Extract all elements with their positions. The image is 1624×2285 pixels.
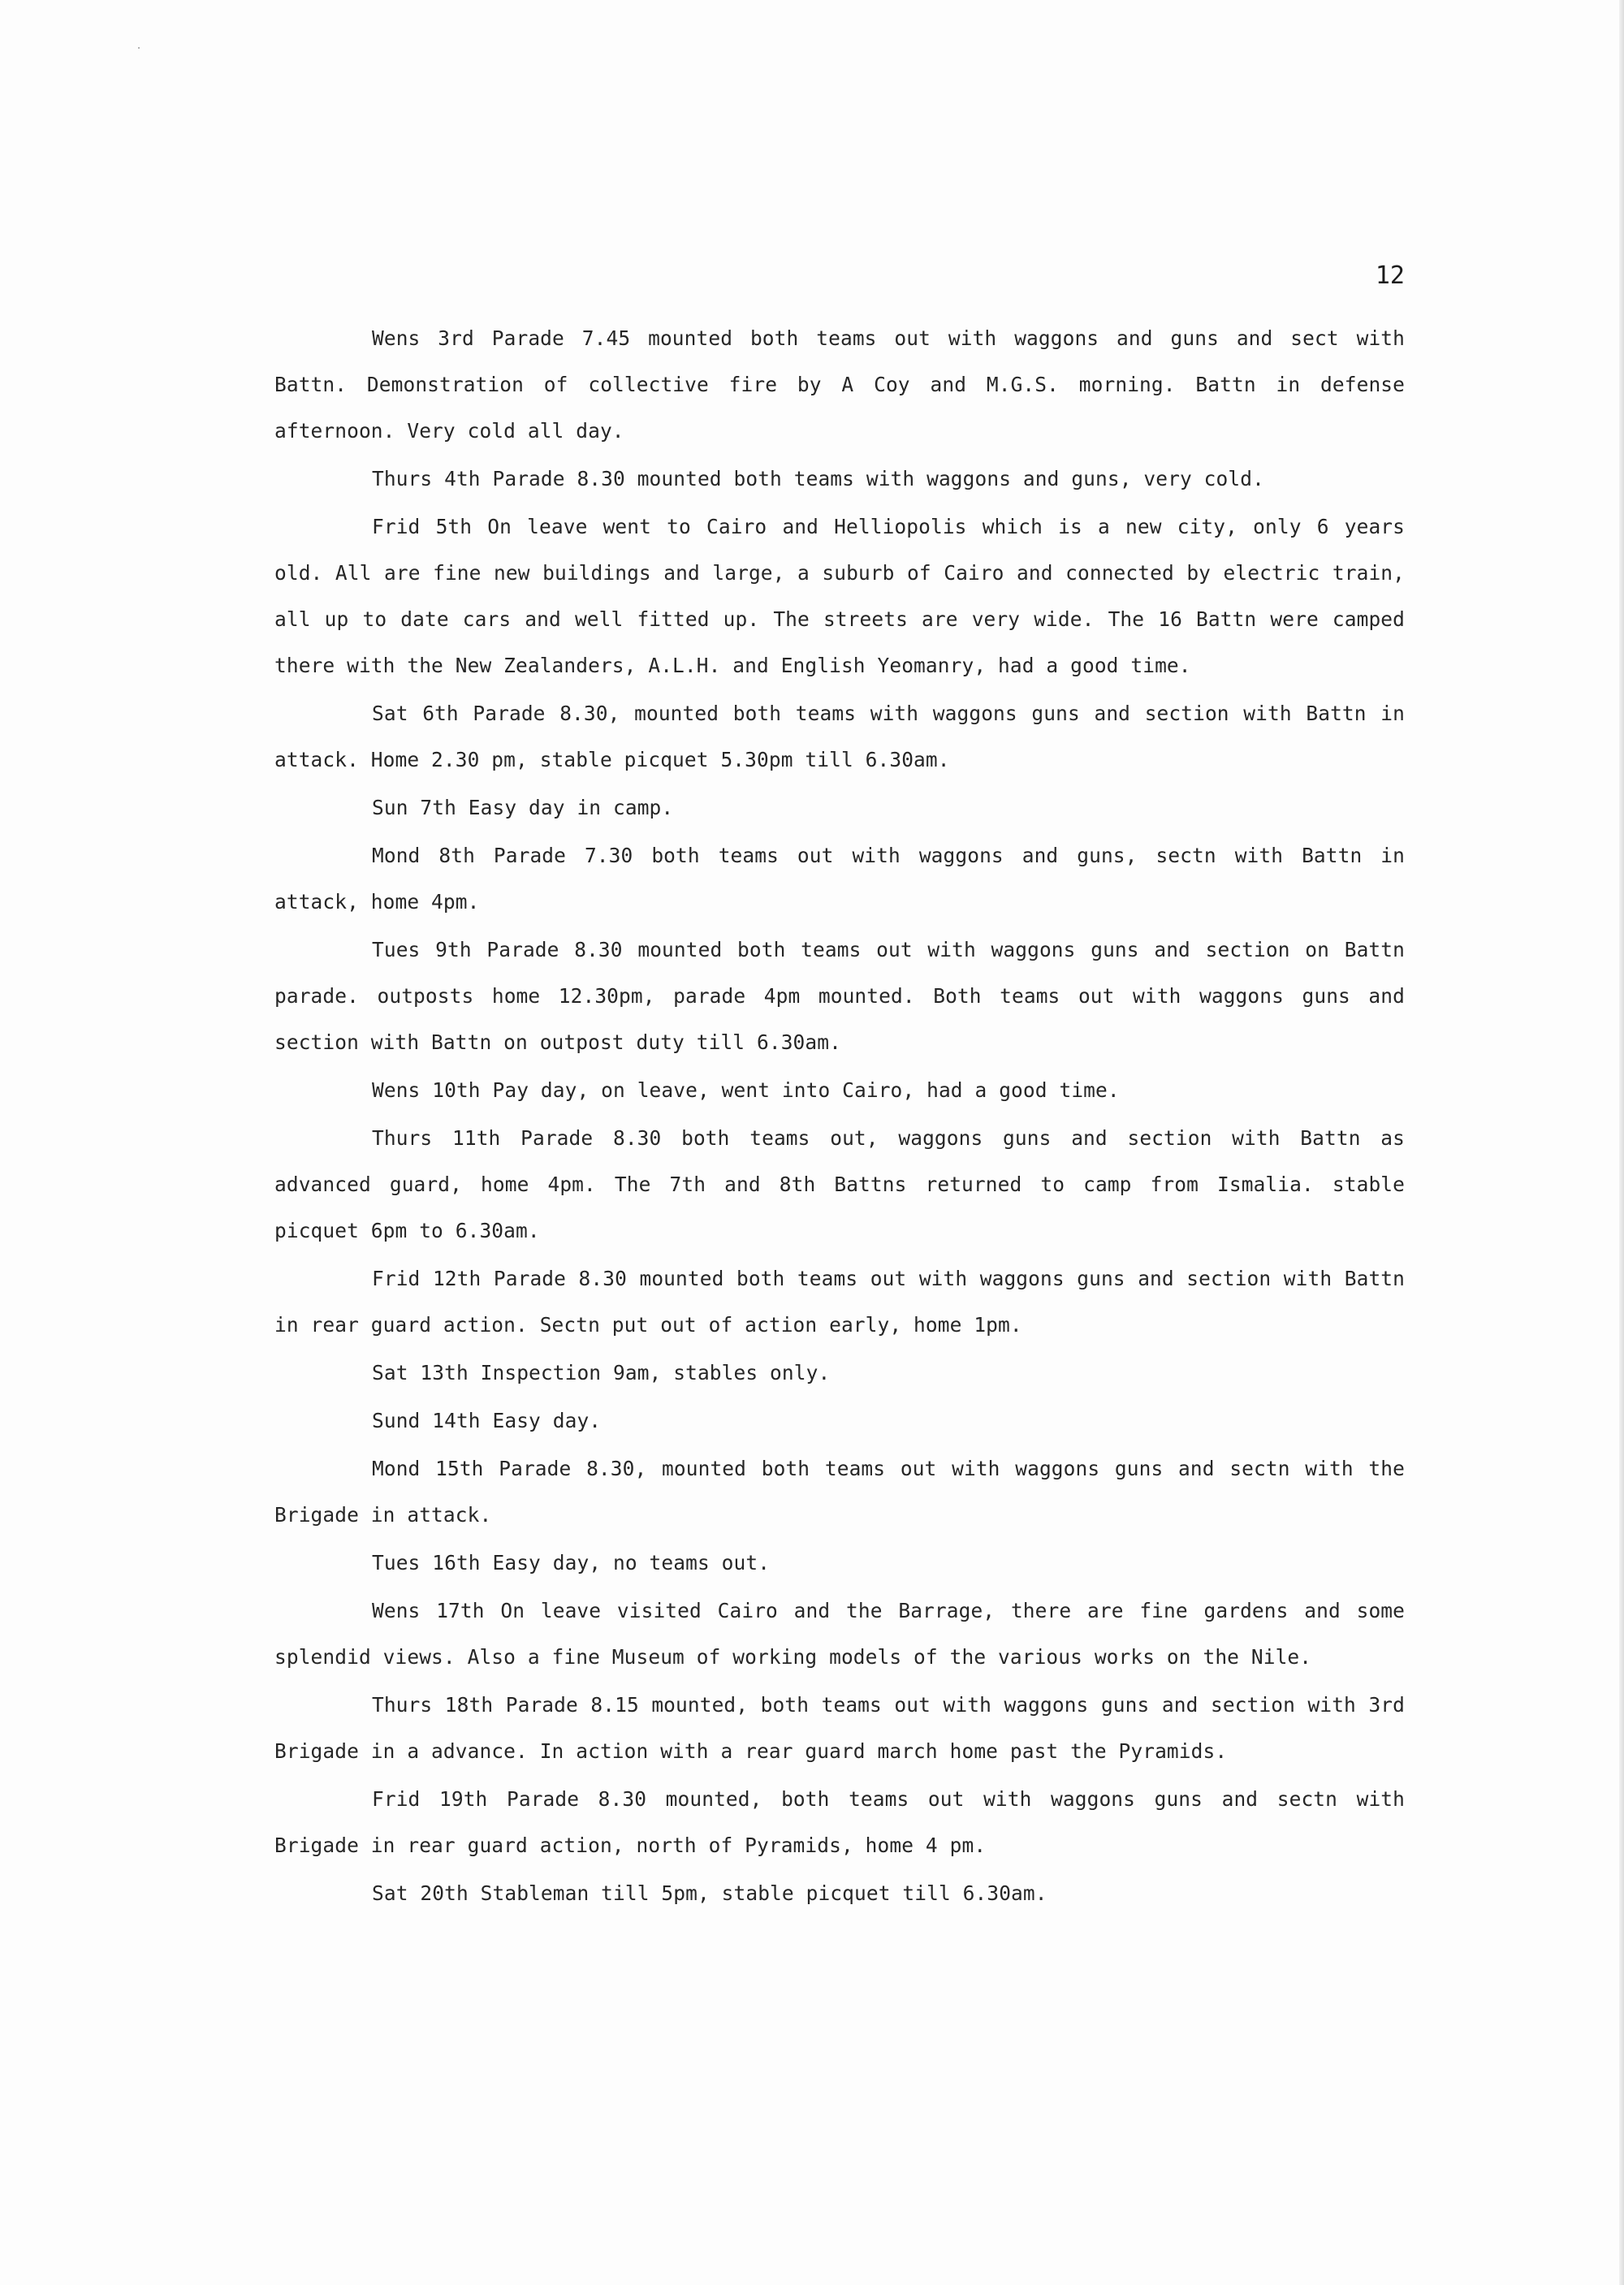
paper-speck [138,47,140,49]
diary-entry: Sun 7th Easy day in camp. [372,796,674,819]
diary-entries [274,315,1405,1918]
page-number: 12 [1375,261,1405,290]
diary-entry: Tues 9th Parade 8.30 mounted both teams out with waggons guns and section on Battn parade. outposts home 12.30pm, parade 4pm mounted. Both teams out with waggons guns and section with Battn on outpost duty till 6.30am. [274,938,1405,1054]
diary-entry: Wens 10th Pay day, on leave, went into Cairo, had a good time. [372,1078,1120,1102]
diary-entry: Sat 13th Inspection 9am, stables only. [372,1361,831,1384]
page-edge-shadow [1619,0,1624,2285]
diary-entry: Thurs 4th Parade 8.30 mounted both teams with waggons and guns, very cold. [372,467,1264,490]
diary-entry: Thurs 11th Parade 8.30 both teams out, waggons guns and section with Battn as advanced guard, home 4pm. The 7th and 8th Battns returned to camp from Ismalia. stable picquet 6pm to 6.30am. [274,1126,1405,1242]
diary-entry: Sat 20th Stableman till 5pm, stable picquet till 6.30am. [372,1881,1047,1905]
diary-entry: Sund 14th Easy day. [372,1409,602,1432]
diary-entry: Mond 8th Parade 7.30 both teams out with waggons and guns, sectn with Battn in attack, home 4pm. [274,844,1405,914]
diary-entry: Frid 19th Parade 8.30 mounted, both teams out with waggons guns and sectn with Brigade in rear guard action, north of Pyramids, home 4 pm. [274,1787,1405,1857]
diary-entry: Frid 12th Parade 8.30 mounted both teams out with waggons guns and section with Battn in rear guard action. Sectn put out of action early, home 1pm. [274,1267,1405,1337]
diary-entry: Mond 15th Parade 8.30, mounted both teams out with waggons guns and sectn with the Brigade in attack. [274,1457,1405,1527]
diary-entry: Tues 16th Easy day, no teams out. [372,1551,771,1574]
diary-entry: Frid 5th On leave went to Cairo and Helliopolis which is a new city, only 6 years old. All are fine new buildings and large, a suburb of Cairo and connected by electric train, all up to date cars and well fitted up. The streets are very wide. The 16 Battn were camped there with the New Zealanders, A.L.H. and English Yeomanry, had a good time. [274,515,1405,677]
diary-entry: Wens 17th On leave visited Cairo and the Barrage, there are fine gardens and some splendid views. Also a fine Museum of working models of the various works on the Nile. [274,1599,1405,1669]
diary-entry: Thurs 18th Parade 8.15 mounted, both teams out with waggons guns and section with 3rd Brigade in a advance. In action with a rear guard march home past the Pyramids. [274,1693,1405,1763]
diary-entry: Wens 3rd Parade 7.45 mounted both teams out with waggons and guns and sect with Battn. Demonstration of collective fire by A Coy and M.G.S. morning. Battn in defense afternoon. Very cold all day. [274,326,1405,443]
diary-entry: Sat 6th Parade 8.30, mounted both teams with waggons guns and section with Battn in attack. Home 2.30 pm, stable picquet 5.30pm till 6.30am. [274,702,1405,771]
